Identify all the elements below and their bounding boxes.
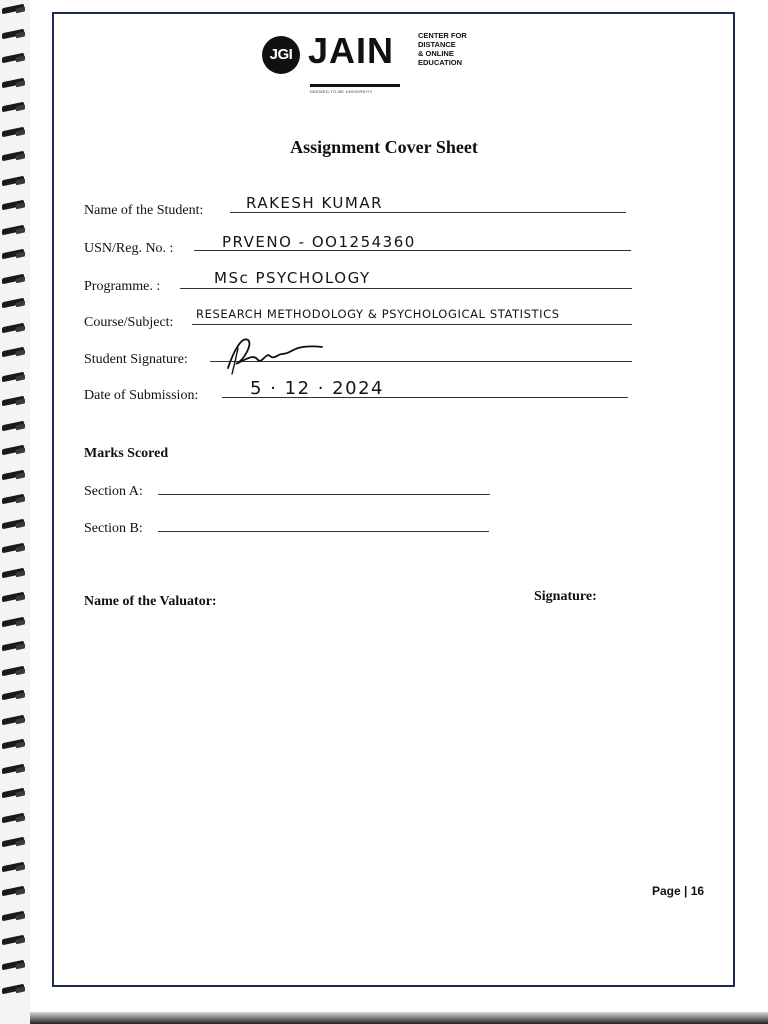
- binding-loop: [2, 959, 24, 970]
- binding-loop: [2, 200, 24, 211]
- binding-loop: [2, 518, 24, 529]
- logo-university-subtext: DEEMED-TO-BE UNIVERSITY: [310, 89, 373, 94]
- student-name-label: Name of the Student:: [84, 203, 204, 218]
- binding-loop: [2, 861, 24, 872]
- binding-loop: [2, 812, 24, 823]
- tagline-line: DISTANCE: [418, 40, 456, 49]
- section-a-label: Section A:: [84, 484, 143, 499]
- binding-loop: [2, 788, 24, 799]
- binding-loop: [2, 592, 24, 603]
- binding-loop: [2, 837, 24, 848]
- marks-scored-heading: Marks Scored: [84, 446, 169, 461]
- binding-loop: [2, 665, 24, 676]
- tagline-line: CENTER FOR: [418, 31, 467, 40]
- binding-loop: [2, 273, 24, 284]
- jgi-badge: JGI: [262, 36, 300, 74]
- student-signature-label: Student Signature:: [84, 352, 188, 367]
- course-label: Course/Subject:: [84, 315, 174, 330]
- logo-underline: [310, 84, 400, 87]
- binding-loop: [2, 396, 24, 407]
- binding-loop: [2, 126, 24, 137]
- binding-loop: [2, 77, 24, 88]
- binding-loop: [2, 28, 24, 39]
- binding-loop: [2, 249, 24, 260]
- page-frame: [52, 12, 735, 987]
- usn-label: USN/Reg. No. :: [84, 241, 174, 256]
- valuator-signature-label: Signature:: [534, 589, 597, 604]
- binding-loop: [2, 739, 24, 750]
- programme-label: Programme. :: [84, 279, 161, 294]
- binding-loop: [2, 53, 24, 64]
- valuator-name-label: Name of the Valuator:: [84, 594, 217, 609]
- binding-loop: [2, 420, 24, 431]
- date-of-submission-label: Date of Submission:: [84, 388, 199, 403]
- binding-loop: [2, 322, 24, 333]
- binding-loop: [2, 886, 24, 897]
- binding-loop: [2, 543, 24, 554]
- jain-wordmark: JAIN: [308, 30, 395, 71]
- section-a-line: [158, 494, 490, 495]
- programme-line: [180, 288, 632, 289]
- student-signature: [222, 330, 332, 376]
- section-b-label: Section B:: [84, 521, 143, 536]
- student-name-value: RAKESH KUMAR: [246, 194, 383, 212]
- section-b-line: [158, 531, 489, 532]
- binding-loop: [2, 616, 24, 627]
- binding-loop: [2, 641, 24, 652]
- binding-loop: [2, 494, 24, 505]
- binding-loop: [2, 298, 24, 309]
- binding-loop: [2, 984, 24, 995]
- binding-loop: [2, 469, 24, 480]
- tagline-line: & ONLINE: [418, 49, 454, 58]
- course-line: [192, 324, 632, 325]
- programme-value: MSc PSYCHOLOGY: [214, 269, 371, 287]
- binding-loop: [2, 763, 24, 774]
- jain-logo: [262, 28, 482, 94]
- usn-value: PRVENO - OO1254360: [222, 233, 416, 251]
- binding-loop: [2, 445, 24, 456]
- page-number: Page | 16: [652, 884, 705, 898]
- binding-loop: [2, 4, 24, 15]
- course-value: RESEARCH METHODOLOGY & PSYCHOLOGICAL STATISTICS: [196, 307, 560, 321]
- student-name-line: [230, 212, 626, 213]
- binding-loop: [2, 567, 24, 578]
- binding-loop: [2, 371, 24, 382]
- binding-loop: [2, 224, 24, 235]
- binding-loop: [2, 910, 24, 921]
- date-value: 5 · 12 · 2024: [250, 378, 384, 399]
- page-title: Assignment Cover Sheet: [290, 137, 478, 157]
- binding-loop: [2, 690, 24, 701]
- logo-tagline: [418, 31, 488, 67]
- page-bottom-edge: [30, 1012, 768, 1024]
- binding-loop: [2, 935, 24, 946]
- binding-loop: [2, 175, 24, 186]
- binding-loop: [2, 714, 24, 725]
- tagline-line: EDUCATION: [418, 58, 463, 67]
- binding-loop: [2, 102, 24, 113]
- binding-loop: [2, 347, 24, 358]
